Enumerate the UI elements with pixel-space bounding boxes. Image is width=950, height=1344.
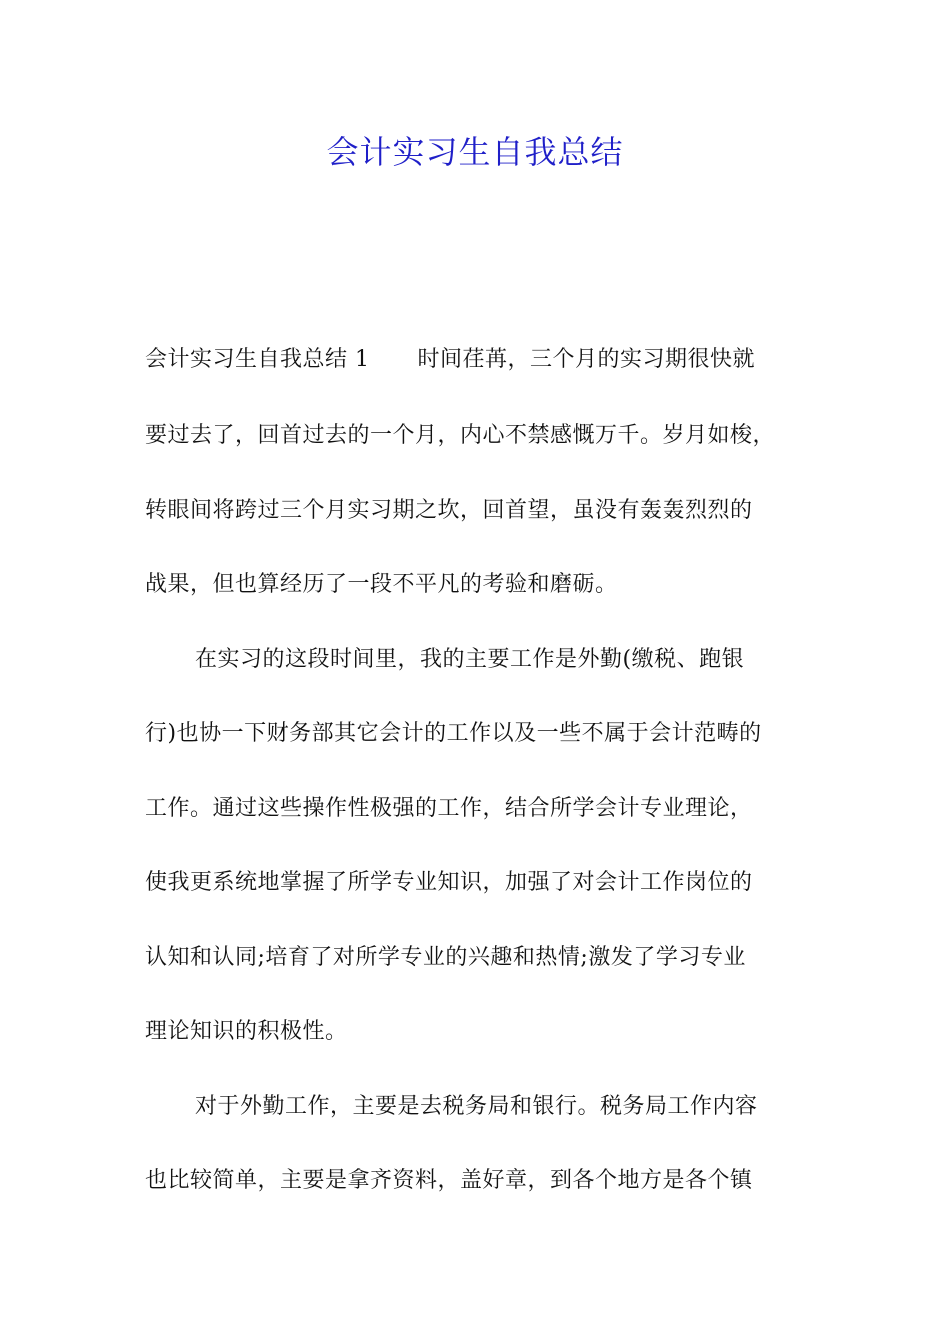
paragraph-line: 使我更系统地掌握了所学专业知识，加强了对会计工作岗位的 xyxy=(145,870,753,895)
paragraph-line: 工作。通过这些操作性极强的工作，结合所学会计专业理论， xyxy=(145,796,753,821)
paragraph-line xyxy=(145,342,825,378)
paragraph-line: 战果，但也算经历了一段不平凡的考验和磨砺。 xyxy=(145,572,618,597)
paragraph-line: 认知和认同;培育了对所学专业的兴趣和热情;激发了学习专业 xyxy=(145,945,746,970)
paragraph-text: 时间荏苒，三个月的实习期很快就 xyxy=(417,347,756,372)
paragraph-line: 要过去了，回首过去的一个月，内心不禁感慨万千。岁月如梭， xyxy=(145,423,776,448)
paragraph-line: 在实习的这段时间里，我的主要工作是外勤(缴税、跑银 xyxy=(195,647,745,672)
paragraph-line: 行)也协一下财务部其它会计的工作以及一些不属于会计范畴的 xyxy=(145,721,762,746)
paragraph-line: 转眼间将跨过三个月实习期之坎，回首望，虽没有轰轰烈烈的 xyxy=(145,498,753,523)
paragraph-line: 也比较简单，主要是拿齐资料，盖好章，到各个地方是各个镇 xyxy=(145,1168,753,1193)
paragraph-line: 对于外勤工作，主要是去税务局和银行。税务局工作内容 xyxy=(195,1094,758,1119)
document-title: 会计实习生自我总结 xyxy=(326,133,624,171)
paragraph-line: 理论知识的积极性。 xyxy=(145,1019,348,1044)
section-heading: 会计实习生自我总结 1 xyxy=(145,347,370,372)
